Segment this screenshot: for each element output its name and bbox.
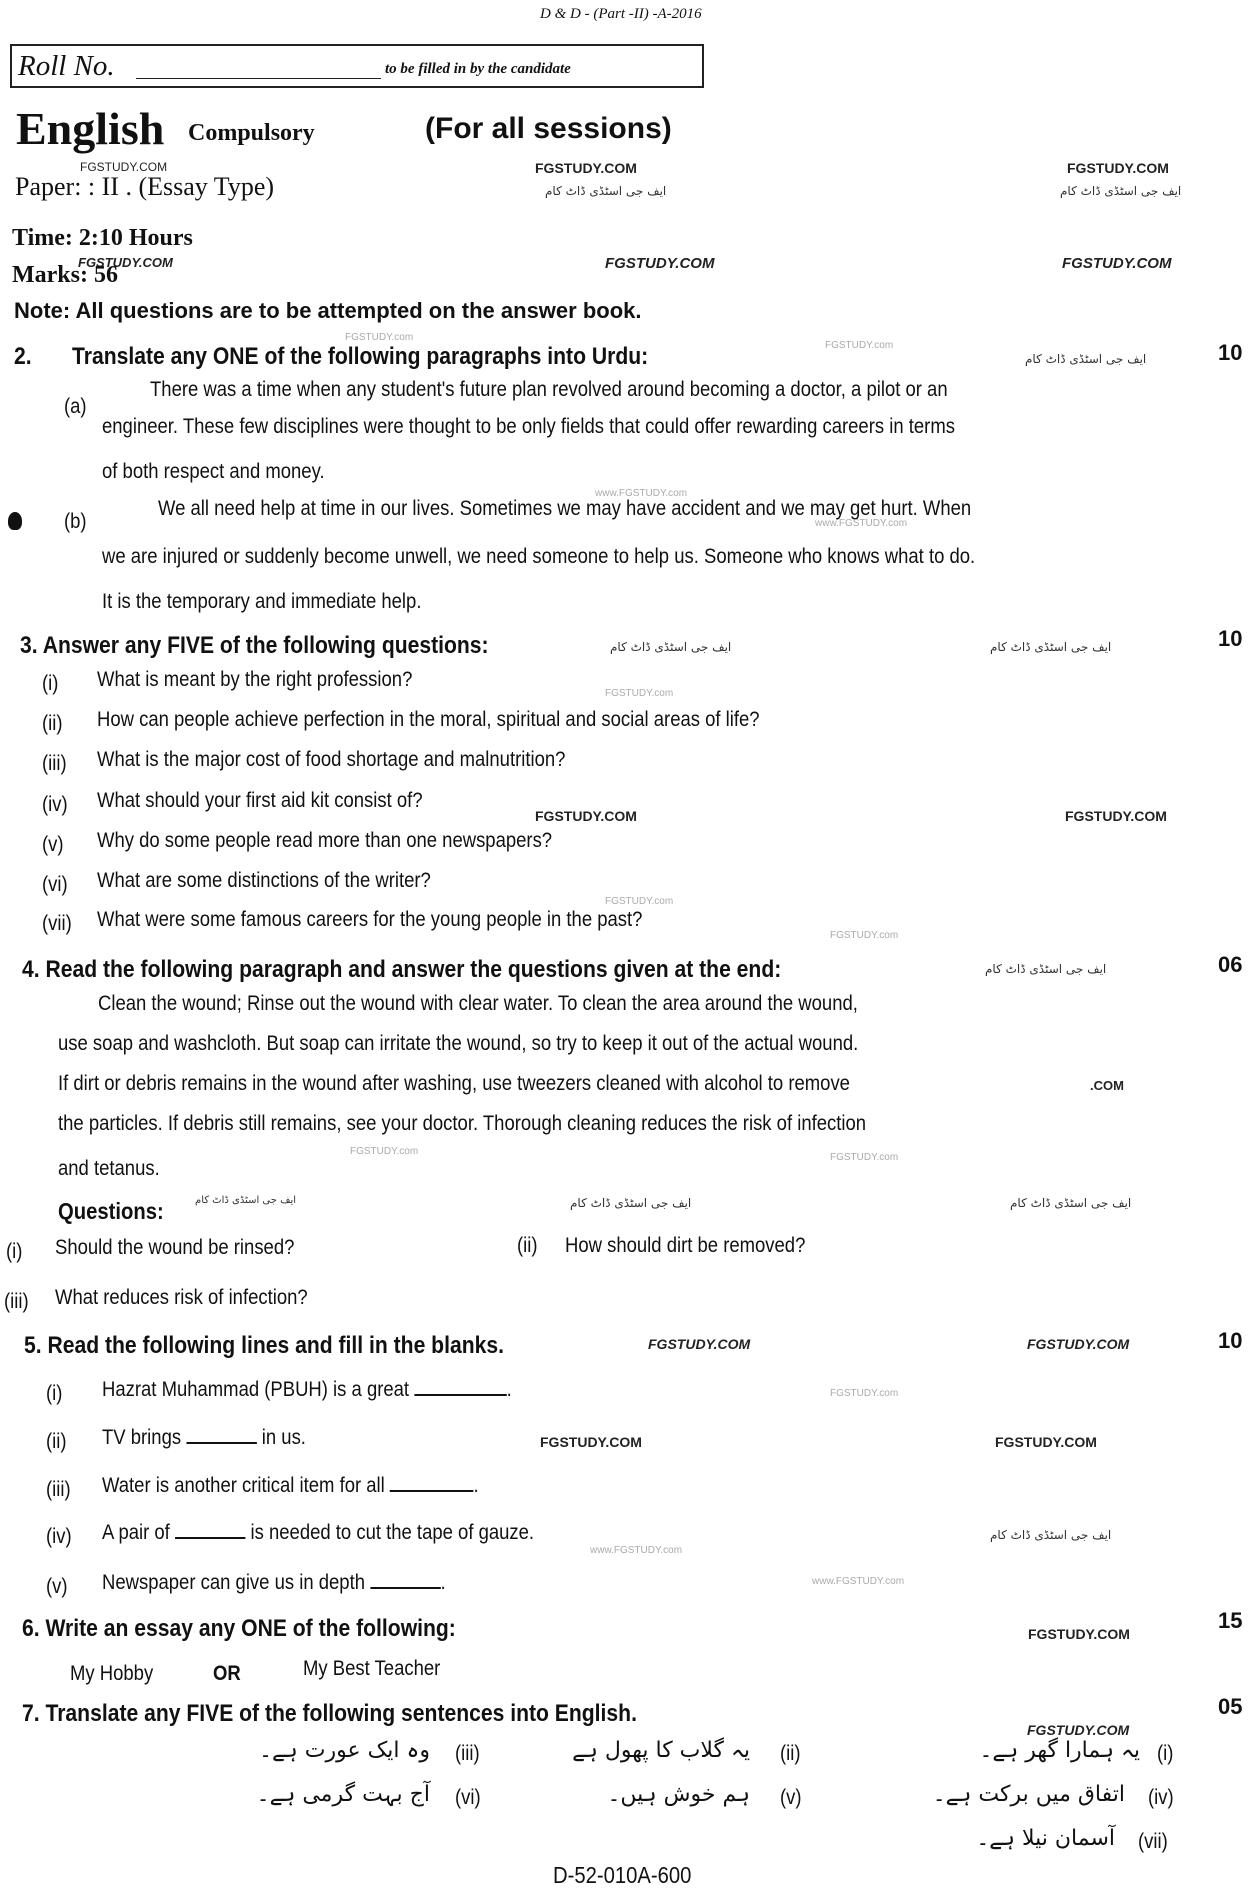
watermark: FGSTUDY.COM bbox=[1027, 1336, 1130, 1352]
watermark: www.FGSTUDY.com bbox=[815, 518, 908, 529]
fill-blank[interactable] bbox=[414, 1378, 506, 1396]
watermark: FGSTUDY.COM bbox=[78, 255, 173, 270]
q3-item-label: (vii) bbox=[42, 912, 72, 935]
subject-title: English bbox=[16, 103, 165, 154]
q7-item-text: اتفاق میں برکت ہے۔ bbox=[932, 1782, 1125, 1807]
q3-item-text: What were some famous careers for the young people in the past? bbox=[97, 908, 643, 931]
roll-note: to be filled in by the candidate bbox=[385, 61, 571, 77]
q5-item bbox=[102, 1521, 534, 1545]
q4-item-text: What reduces risk of infection? bbox=[55, 1286, 308, 1309]
marks-label: Marks: 56 bbox=[12, 262, 118, 288]
watermark: FGSTUDY.COM bbox=[1027, 1722, 1130, 1738]
q3-item-label: (iii) bbox=[42, 752, 67, 775]
subject-subtitle: Compulsory bbox=[188, 120, 315, 146]
q2-b-line: we are injured or suddenly become unwell, we need someone to help us. Someone who knows what to do. bbox=[102, 545, 976, 568]
q5-item-label: (ii) bbox=[46, 1430, 67, 1453]
watermark: FGSTUDY.COM bbox=[540, 1434, 642, 1450]
watermark: FGSTUDY.COM bbox=[535, 808, 637, 824]
watermark: FGSTUDY.COM bbox=[995, 1434, 1097, 1450]
note-text: Note: All questions are to be attempted on the answer book. bbox=[14, 298, 642, 323]
q4-item-label: (ii) bbox=[517, 1234, 538, 1257]
q7-item-label: (iii) bbox=[455, 1742, 480, 1765]
watermark: .COM bbox=[1090, 1078, 1124, 1093]
q5-item bbox=[102, 1474, 479, 1498]
q5-item-suffix: . bbox=[506, 1378, 512, 1401]
q6-title: 6. Write an essay any ONE of the following: bbox=[22, 1615, 456, 1642]
q5-item-label: (iv) bbox=[46, 1525, 72, 1548]
watermark: FGSTUDY.COM bbox=[1062, 255, 1172, 272]
footer-code: D-52-010A-600 bbox=[553, 1862, 692, 1888]
q4-marks: 06 bbox=[1218, 952, 1243, 977]
bullet-mark bbox=[8, 512, 22, 530]
watermark: FGSTUDY.com bbox=[350, 1146, 419, 1157]
urdu-watermark: ایف جی اسٹڈی ڈاٹ کام bbox=[195, 1195, 297, 1206]
urdu-watermark: ایف جی اسٹڈی ڈاٹ کام bbox=[990, 640, 1112, 654]
urdu-watermark: ایف جی اسٹڈی ڈاٹ کام bbox=[985, 962, 1107, 976]
sessions-label: (For all sessions) bbox=[425, 112, 672, 145]
q2-number: 2. bbox=[14, 343, 32, 370]
watermark: FGSTUDY.COM bbox=[605, 255, 715, 272]
q2-b-line: We all need help at time in our lives. Sometimes we may have accident and we may get hurt. When bbox=[158, 497, 972, 520]
q2-a-line: engineer. These few disciplines were thought to be only fields that could offer rewarding careers in terms bbox=[102, 415, 955, 438]
q3-item-label: (iv) bbox=[42, 793, 68, 816]
q5-item-text: TV brings bbox=[102, 1426, 182, 1449]
q7-item-text: آج بہت گرمی ہے۔ bbox=[256, 1782, 430, 1807]
q4-para-line: use soap and washcloth. But soap can irritate the wound, so try to keep it out of the actual wound. bbox=[58, 1032, 859, 1055]
essay-option-1: My Hobby bbox=[70, 1662, 154, 1685]
q3-item-text: Why do some people read more than one newspapers? bbox=[97, 829, 553, 852]
q2-a-line: There was a time when any student's future plan revolved around becoming a doctor, a pilot or an bbox=[150, 378, 948, 401]
q3-item-label: (ii) bbox=[42, 712, 63, 735]
essay-or: OR bbox=[213, 1662, 241, 1685]
q7-item-text: وہ ایک عورت ہے۔ bbox=[259, 1738, 430, 1763]
q6-marks: 15 bbox=[1218, 1608, 1243, 1633]
q4-questions-label: Questions: bbox=[58, 1198, 164, 1224]
q5-item-label: (i) bbox=[46, 1382, 63, 1405]
q3-item-text: What are some distinctions of the writer? bbox=[97, 869, 431, 892]
q4-item-text: Should the wound be rinsed? bbox=[55, 1236, 295, 1259]
q3-item-label: (i) bbox=[42, 672, 59, 695]
q4-para-line: and tetanus. bbox=[58, 1157, 160, 1180]
q3-item-text: How can people achieve perfection in the moral, spiritual and social areas of life? bbox=[97, 708, 760, 731]
watermark: www.FGSTUDY.com bbox=[812, 1576, 905, 1587]
q5-marks: 10 bbox=[1218, 1328, 1243, 1353]
watermark: FGSTUDY.COM bbox=[648, 1336, 751, 1352]
fill-blank[interactable] bbox=[175, 1521, 245, 1539]
roll-number-field[interactable] bbox=[136, 78, 381, 79]
watermark: FGSTUDY.com bbox=[825, 340, 894, 351]
watermark: FGSTUDY.COM bbox=[1065, 808, 1167, 824]
q3-title: 3. Answer any FIVE of the following questions: bbox=[20, 632, 489, 659]
q7-item-text: ہم خوش ہیں۔ bbox=[607, 1782, 750, 1807]
q3-marks: 10 bbox=[1218, 626, 1243, 651]
essay-option-2: My Best Teacher bbox=[303, 1657, 441, 1680]
q7-item-label: (vi) bbox=[455, 1786, 481, 1809]
watermark: FGSTUDY.com bbox=[605, 688, 674, 699]
q4-para-line: Clean the wound; Rinse out the wound with clear water. To clean the area around the wound, bbox=[98, 992, 858, 1015]
q7-title: 7. Translate any FIVE of the following sentences into English. bbox=[22, 1700, 637, 1727]
q5-item-suffix: is needed to cut the tape of gauze. bbox=[250, 1521, 535, 1544]
watermark: FGSTUDY.com bbox=[830, 1152, 899, 1163]
q3-item-text: What is meant by the right profession? bbox=[97, 668, 413, 691]
urdu-watermark: ایف جی اسٹڈی ڈاٹ کام bbox=[570, 1196, 692, 1210]
urdu-watermark: ایف جی اسٹڈی ڈاٹ کام bbox=[1010, 1196, 1132, 1210]
q4-item-label: (i) bbox=[6, 1240, 23, 1263]
fill-blank[interactable] bbox=[186, 1426, 256, 1444]
paper-code: D & D - (Part -II) -A-2016 bbox=[540, 6, 702, 22]
q7-item-label: (vii) bbox=[1138, 1830, 1168, 1853]
fill-blank[interactable] bbox=[370, 1571, 440, 1589]
fill-blank[interactable] bbox=[390, 1474, 474, 1492]
q5-item-text: Hazrat Muhammad (PBUH) is a great bbox=[102, 1378, 410, 1401]
q5-item bbox=[102, 1571, 446, 1595]
q2-title: Translate any ONE of the following paragraphs into Urdu: bbox=[72, 343, 649, 370]
q5-item-label: (iii) bbox=[46, 1478, 71, 1501]
q4-item-text: How should dirt be removed? bbox=[565, 1234, 806, 1257]
q2-a-line: of both respect and money. bbox=[102, 460, 325, 483]
watermark: www.FGSTUDY.com bbox=[590, 1545, 683, 1556]
watermark: FGSTUDY.COM bbox=[535, 160, 637, 176]
watermark: FGSTUDY.com bbox=[830, 1388, 899, 1399]
q3-item-label: (v) bbox=[42, 833, 64, 856]
urdu-watermark: ایف جی اسٹڈی ڈاٹ کام bbox=[990, 1528, 1112, 1542]
q2-b-label: (b) bbox=[64, 510, 87, 533]
urdu-watermark: ایف جی اسٹڈی ڈاٹ کام bbox=[545, 184, 667, 198]
q7-item-text: یہ گلاب کا پھول ہے bbox=[572, 1738, 750, 1763]
watermark: FGSTUDY.com bbox=[605, 896, 674, 907]
watermark: www.FGSTUDY.com bbox=[595, 488, 688, 499]
q4-para-line: the particles. If debris still remains, see your doctor. Thorough cleaning reduces the risk of infection bbox=[58, 1112, 867, 1135]
q5-item-suffix: in us. bbox=[261, 1426, 306, 1449]
q4-para-line: If dirt or debris remains in the wound after washing, use tweezers cleaned with alcohol to remove bbox=[58, 1072, 850, 1095]
time-label: Time: 2:10 Hours bbox=[12, 225, 193, 251]
q4-title: 4. Read the following paragraph and answer the questions given at the end: bbox=[22, 956, 782, 983]
q7-item-text: یہ ہمارا گھر ہے۔ bbox=[979, 1738, 1140, 1763]
watermark: FGSTUDY.com bbox=[345, 332, 414, 343]
watermark: FGSTUDY.COM bbox=[1067, 160, 1169, 176]
q2-a-label: (a) bbox=[64, 395, 87, 418]
q3-item-text: What is the major cost of food shortage and malnutrition? bbox=[97, 748, 566, 771]
q5-title: 5. Read the following lines and fill in the blanks. bbox=[24, 1332, 504, 1359]
q2-b-line: It is the temporary and immediate help. bbox=[102, 590, 422, 613]
q7-item-label: (v) bbox=[780, 1786, 802, 1809]
q5-item-suffix: . bbox=[473, 1474, 479, 1497]
watermark: FGSTUDY.COM bbox=[80, 160, 168, 174]
q7-item-label: (ii) bbox=[780, 1742, 801, 1765]
q2-marks: 10 bbox=[1218, 340, 1243, 365]
q3-item-label: (vi) bbox=[42, 873, 68, 896]
urdu-watermark: ایف جی اسٹڈی ڈاٹ کام bbox=[1025, 352, 1147, 366]
q5-item-text: Newspaper can give us in depth bbox=[102, 1571, 365, 1594]
q5-item-label: (v) bbox=[46, 1575, 68, 1598]
q5-item bbox=[102, 1378, 512, 1402]
watermark: FGSTUDY.com bbox=[830, 930, 899, 941]
q4-item-label: (iii) bbox=[4, 1290, 29, 1313]
q7-item-text: آسمان نیلا ہے۔ bbox=[976, 1826, 1115, 1851]
q7-marks: 05 bbox=[1218, 1694, 1243, 1719]
q5-item bbox=[102, 1426, 306, 1450]
urdu-watermark: ایف جی اسٹڈی ڈاٹ کام bbox=[610, 640, 732, 654]
q7-item-label: (iv) bbox=[1148, 1786, 1174, 1809]
q5-item-text: A pair of bbox=[102, 1521, 170, 1544]
q5-item-suffix: . bbox=[440, 1571, 446, 1594]
urdu-watermark: ایف جی اسٹڈی ڈاٹ کام bbox=[1060, 184, 1182, 198]
q5-item-text: Water is another critical item for all bbox=[102, 1474, 385, 1497]
q7-item-label: (i) bbox=[1157, 1742, 1174, 1765]
paper-type: Paper: : II . (Essay Type) bbox=[15, 172, 275, 201]
watermark: FGSTUDY.COM bbox=[1028, 1626, 1130, 1642]
q3-item-text: What should your first aid kit consist of? bbox=[97, 789, 423, 812]
roll-label: Roll No. bbox=[18, 50, 115, 82]
